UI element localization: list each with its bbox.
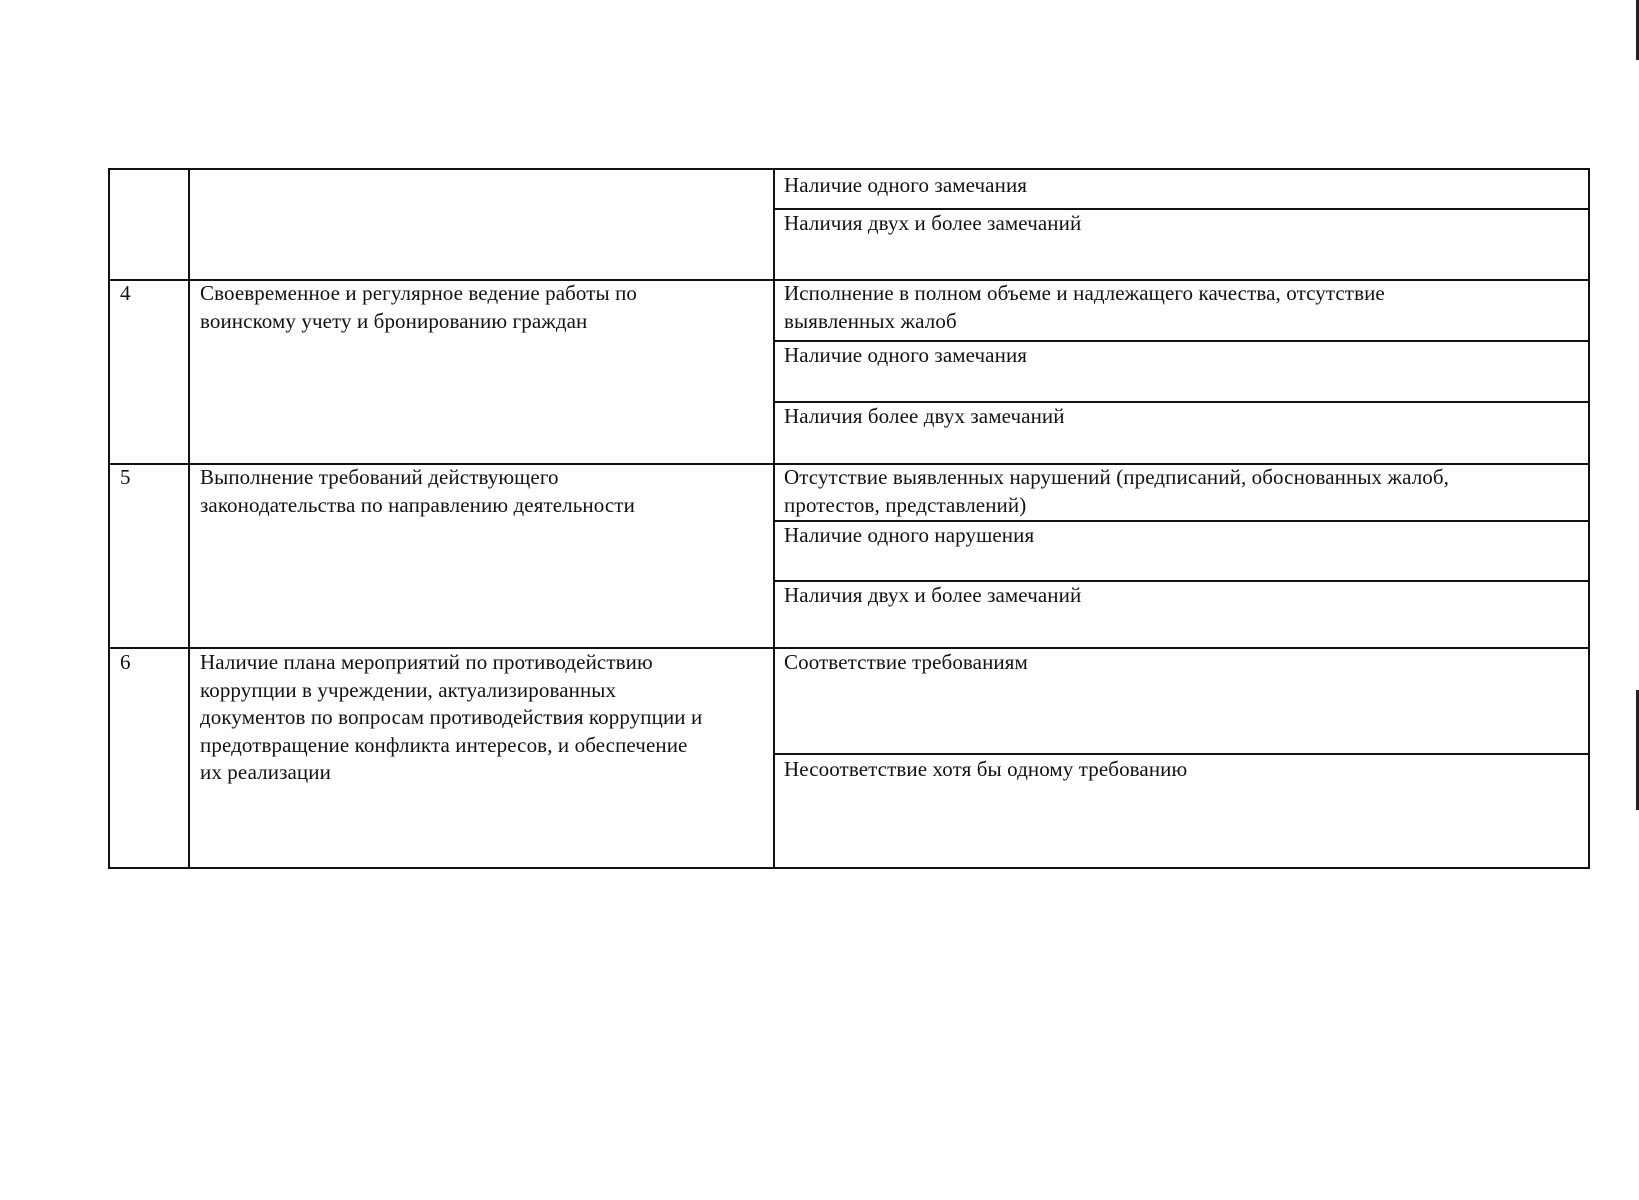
text-line: их реализации <box>200 760 331 784</box>
text-line: Исполнение в полном объеме и надлежащего качества, отсутствие <box>784 281 1385 305</box>
evaluation-text <box>784 522 1034 550</box>
text-line: выявленных жалоб <box>784 308 957 333</box>
text-line: предотвращение конфликта интересов, и обеспечение <box>200 732 688 757</box>
criterion-text <box>200 464 635 519</box>
text-line: Наличие одного замечания <box>784 343 1028 367</box>
sub-row-divider <box>773 753 1588 755</box>
text-line: коррупции в учреждении, актуализированных <box>200 677 617 702</box>
text-line: Наличие одного замечания <box>784 173 1028 197</box>
text-line: документов по вопросам противодействия коррупции и <box>200 705 703 729</box>
text-line: Наличие одного нарушения <box>784 523 1035 547</box>
row-number: 4 <box>120 281 131 305</box>
evaluation-text <box>784 756 1187 784</box>
text-line: Своевременное и регулярное ведение работы по <box>200 281 638 305</box>
text-line: воинскому учету и бронированию граждан <box>200 308 588 333</box>
criterion-text <box>200 649 702 787</box>
evaluation-text <box>784 172 1027 200</box>
column-divider-number <box>188 170 190 867</box>
row-number: 6 <box>120 650 131 674</box>
evaluation-table <box>108 168 1590 869</box>
text-line: Наличия двух и более замечаний <box>784 583 1082 607</box>
evaluation-text <box>784 649 1028 677</box>
column-divider-criterion <box>773 170 775 867</box>
text-line: Несоответствие хотя бы одному требованию <box>784 757 1188 781</box>
evaluation-text <box>784 464 1449 519</box>
text-line: Наличия двух и более замечаний <box>784 211 1082 235</box>
text-line: Отсутствие выявленных нарушений (предписаний, обоснованных жалоб, <box>784 465 1450 489</box>
text-line: Наличие плана мероприятий по противодействию <box>200 650 653 674</box>
evaluation-text <box>784 342 1027 370</box>
evaluation-text <box>784 210 1081 238</box>
criterion-text <box>200 280 637 335</box>
evaluation-text <box>784 280 1385 335</box>
text-line: Соответствие требованиям <box>784 650 1028 674</box>
text-line: Наличия более двух замечаний <box>784 404 1065 428</box>
text-line: Выполнение требований действующего <box>200 465 559 489</box>
text-line: протестов, представлений) <box>784 492 1027 517</box>
text-line: законодательства по направлению деятельности <box>200 492 635 517</box>
evaluation-text <box>784 403 1065 431</box>
row-number: 5 <box>120 465 131 489</box>
evaluation-text <box>784 582 1081 610</box>
